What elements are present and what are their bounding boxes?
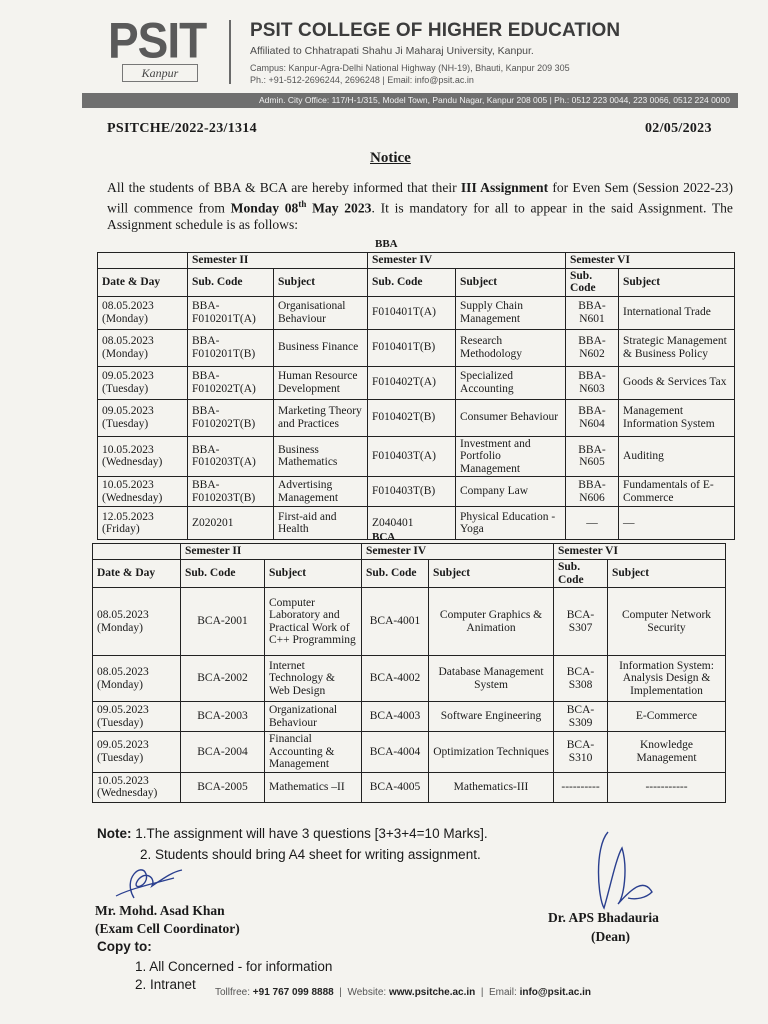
date-cell: 08.05.2023 (Monday) — [98, 329, 188, 366]
col-code: Sub. Code — [188, 268, 274, 296]
sem6-subject-cell: Goods & Services Tax — [619, 366, 735, 399]
sem4-code-cell: F010401T(A) — [368, 296, 456, 329]
sem6-code-cell: BCA-S308 — [554, 656, 608, 702]
affiliation: Affiliated to Chhatrapati Shahu Ji Maharaj University, Kanpur. — [250, 45, 534, 57]
bca-schedule-table — [92, 543, 726, 803]
sem2-subject-cell: Human Resource Development — [274, 366, 368, 399]
sem4-code-cell: F010401T(B) — [368, 329, 456, 366]
sem2-code-cell: BCA-2002 — [181, 656, 265, 702]
sem6-code-cell: BBA-N603 — [566, 366, 619, 399]
date-cell: 09.05.2023 (Tuesday) — [93, 702, 181, 732]
sem4-code-cell: BCA-4004 — [362, 732, 429, 773]
sem4-code-cell: BCA-4001 — [362, 588, 429, 656]
sem2-subject-cell: Mathematics –II — [265, 772, 362, 802]
sem2-code-cell: Z020201 — [188, 507, 274, 540]
sem6-code-cell: — — [566, 507, 619, 540]
sem4-subject-cell: Database Management System — [429, 656, 554, 702]
sem6-subject-cell: Strategic Management & Business Policy — [619, 329, 735, 366]
sem6-subject-cell: Information System: Analysis Design & Implementation — [608, 656, 726, 702]
sem2-code-cell: BBA-F010203T(B) — [188, 477, 274, 507]
sem6-subject-cell: Fundamentals of E-Commerce — [619, 477, 735, 507]
sem2-subject-cell: Computer Laboratory and Practical Work of C++ Programming — [265, 588, 362, 656]
sem2-code-cell: BBA-F010201T(B) — [188, 329, 274, 366]
sem6-code-cell: BCA-S307 — [554, 588, 608, 656]
sem6-subject-cell: Knowledge Management — [608, 732, 726, 773]
date-cell: 08.05.2023 (Monday) — [93, 656, 181, 702]
date-cell: 09.05.2023 (Tuesday) — [93, 732, 181, 773]
sem2-code-cell: BCA-2003 — [181, 702, 265, 732]
copy-item-1: 1. All Concerned - for information — [135, 959, 333, 974]
sem4-code-cell: BCA-4002 — [362, 656, 429, 702]
col-subject: Subject — [456, 268, 566, 296]
logo-text: PSIT — [108, 11, 207, 69]
date-cell: 10.05.2023 (Wednesday) — [93, 772, 181, 802]
col-code: Sub. Code — [362, 560, 429, 588]
sem2-subject-cell: Financial Accounting & Management — [265, 732, 362, 773]
sem2-code-cell: BBA-F010203T(A) — [188, 436, 274, 477]
table-row — [98, 296, 735, 329]
col-code: Sub. Code — [181, 560, 265, 588]
dean-signature — [588, 828, 668, 914]
sem4-code-cell: F010403T(A) — [368, 436, 456, 477]
sem6-code-cell: BBA-N606 — [566, 477, 619, 507]
sem2-subject-cell: Advertising Management — [274, 477, 368, 507]
college-name: PSIT COLLEGE OF HIGHER EDUCATION — [250, 20, 621, 41]
coordinator-role: (Exam Cell Coordinator) — [95, 921, 240, 936]
header-blank — [98, 253, 188, 269]
sem4-subject-cell: Investment and Portfolio Management — [456, 436, 566, 477]
bba-sem2-header: Semester II — [188, 253, 368, 269]
sem2-code-cell: BCA-2001 — [181, 588, 265, 656]
bca-caption: BCA — [372, 531, 396, 543]
intro-paragraph: All the students of BBA & BCA are hereby informed that their III Assignment for Even Sem (Session 2022-23) will commence from Monday 08th May 2023. It is mandatory for all to appear in the said Assignment. The Assignment schedule is as follows: — [107, 180, 733, 232]
coordinator-signature — [112, 858, 192, 904]
table-row — [98, 329, 735, 366]
bca-sem6-header: Semester VI — [554, 544, 726, 560]
date-cell: 10.05.2023 (Wednesday) — [98, 436, 188, 477]
contact-line: Ph.: +91-512-2696244, 2696248 | Email: info@psit.ac.in — [250, 75, 474, 85]
copy-to-label: Copy to: — [97, 939, 152, 954]
date-cell: 10.05.2023 (Wednesday) — [98, 477, 188, 507]
footer-contact: Tollfree: +91 767 099 8888 | Website: www.psitche.ac.in | Email: info@psit.ac.in — [215, 987, 591, 998]
sem4-subject-cell: Consumer Behaviour — [456, 399, 566, 436]
note-line-2: 2. Students should bring A4 sheet for writing assignment. — [140, 847, 481, 862]
sem2-subject-cell: Organizational Behaviour — [265, 702, 362, 732]
sem2-subject-cell: Business Finance — [274, 329, 368, 366]
sem4-subject-cell: Supply Chain Management — [456, 296, 566, 329]
table-row — [93, 588, 726, 656]
copy-item-2: 2. Intranet — [135, 977, 196, 992]
campus-address: Campus: Kanpur-Agra-Delhi National Highway (NH-19), Bhauti, Kanpur 209 305 — [250, 63, 570, 73]
sem6-subject-cell: Management Information System — [619, 399, 735, 436]
sem4-code-cell: F010402T(A) — [368, 366, 456, 399]
notice-date: 02/05/2023 — [645, 121, 712, 136]
notice-title: Notice — [370, 150, 411, 166]
col-subject: Subject — [429, 560, 554, 588]
sem4-subject-cell: Optimization Techniques — [429, 732, 554, 773]
bca-sem4-header: Semester IV — [362, 544, 554, 560]
sem6-subject-cell: Auditing — [619, 436, 735, 477]
col-subject: Subject — [265, 560, 362, 588]
table-row — [98, 399, 735, 436]
table-row — [98, 436, 735, 477]
table-row — [98, 507, 735, 540]
bba-sem6-header: Semester VI — [566, 253, 735, 269]
date-cell: 08.05.2023 (Monday) — [98, 296, 188, 329]
sem6-code-cell: BCA-S309 — [554, 702, 608, 732]
sem6-code-cell: BBA-N605 — [566, 436, 619, 477]
date-cell: 09.05.2023 (Tuesday) — [98, 366, 188, 399]
bca-sem2-header: Semester II — [181, 544, 362, 560]
sem4-subject-cell: Software Engineering — [429, 702, 554, 732]
header-blank — [93, 544, 181, 560]
sem4-subject-cell: Research Methodology — [456, 329, 566, 366]
col-date: Date & Day — [93, 560, 181, 588]
sem4-subject-cell: Specialized Accounting — [456, 366, 566, 399]
note-line-1: Note: 1.The assignment will have 3 questions [3+3+4=10 Marks]. — [97, 826, 488, 841]
sem2-code-cell: BBA-F010202T(A) — [188, 366, 274, 399]
sem6-subject-cell: Computer Network Security — [608, 588, 726, 656]
sem6-code-cell: ---------- — [554, 772, 608, 802]
coordinator-name: Mr. Mohd. Asad Khan — [95, 903, 225, 918]
col-code: Sub. Code — [368, 268, 456, 296]
col-subject: Subject — [619, 268, 735, 296]
col-code: Sub. Code — [566, 268, 619, 296]
sem4-subject-cell: Computer Graphics & Animation — [429, 588, 554, 656]
header-divider — [229, 20, 231, 84]
reference-number: PSITCHE/2022-23/1314 — [107, 121, 257, 136]
sem2-code-cell: BBA-F010201T(A) — [188, 296, 274, 329]
dean-role: (Dean) — [591, 929, 630, 944]
sem4-subject-cell: Mathematics-III — [429, 772, 554, 802]
table-row — [93, 732, 726, 773]
table-row — [98, 477, 735, 507]
sem4-code-cell: F010402T(B) — [368, 399, 456, 436]
bba-sem4-header: Semester IV — [368, 253, 566, 269]
sem2-subject-cell: Business Mathematics — [274, 436, 368, 477]
table-row — [98, 366, 735, 399]
logo-subtext: Kanpur — [122, 64, 198, 82]
sem4-code-cell: Z040401 — [368, 507, 456, 540]
admin-office-bar: Admin. City Office: 117/H-1/315, Model Town, Pandu Nagar, Kanpur 208 005 | Ph.: 0512 223 0044, 223 0066, 0512 224 0000 — [82, 93, 738, 108]
sem6-code-cell: BBA-N601 — [566, 296, 619, 329]
sem2-subject-cell: Organisational Behaviour — [274, 296, 368, 329]
bba-schedule-table — [97, 252, 735, 540]
sem2-code-cell: BBA-F010202T(B) — [188, 399, 274, 436]
date-cell: 08.05.2023 (Monday) — [93, 588, 181, 656]
col-date: Date & Day — [98, 268, 188, 296]
table-row — [93, 772, 726, 802]
sem2-subject-cell: Internet Technology & Web Design — [265, 656, 362, 702]
sem6-subject-cell: E-Commerce — [608, 702, 726, 732]
dean-name: Dr. APS Bhadauria — [548, 910, 659, 925]
sem2-subject-cell: First-aid and Health — [274, 507, 368, 540]
col-code: Sub. Code — [554, 560, 608, 588]
college-logo — [108, 11, 208, 86]
sem6-subject-cell: — — [619, 507, 735, 540]
sem2-code-cell: BCA-2005 — [181, 772, 265, 802]
sem2-subject-cell: Marketing Theory and Practices — [274, 399, 368, 436]
table-row — [93, 702, 726, 732]
col-subject: Subject — [608, 560, 726, 588]
sem4-code-cell: F010403T(B) — [368, 477, 456, 507]
sem6-subject-cell: International Trade — [619, 296, 735, 329]
sem6-code-cell: BBA-N604 — [566, 399, 619, 436]
sem4-subject-cell: Physical Education - Yoga — [456, 507, 566, 540]
sem6-code-cell: BBA-N602 — [566, 329, 619, 366]
col-subject: Subject — [274, 268, 368, 296]
sem6-code-cell: BCA-S310 — [554, 732, 608, 773]
date-cell: 09.05.2023 (Tuesday) — [98, 399, 188, 436]
sem6-subject-cell: ----------- — [608, 772, 726, 802]
sem4-code-cell: BCA-4003 — [362, 702, 429, 732]
sem4-code-cell: BCA-4005 — [362, 772, 429, 802]
sem4-subject-cell: Company Law — [456, 477, 566, 507]
date-cell: 12.05.2023 (Friday) — [98, 507, 188, 540]
sem2-code-cell: BCA-2004 — [181, 732, 265, 773]
table-row — [93, 656, 726, 702]
bba-caption: BBA — [375, 238, 398, 250]
